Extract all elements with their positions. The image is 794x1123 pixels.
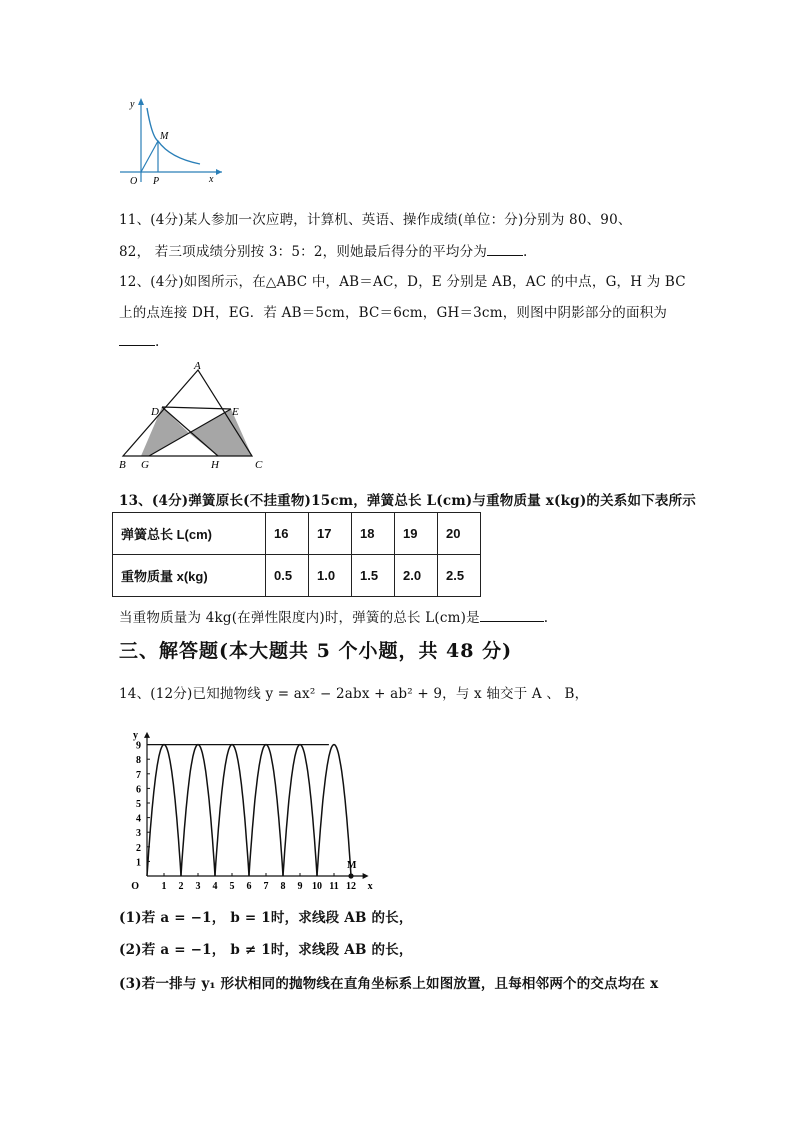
vertex-a-label: A: [194, 360, 201, 372]
x-tick-label: 3: [195, 881, 201, 892]
y-tick-label: 8: [136, 755, 141, 767]
point-d-label: D: [151, 406, 159, 418]
q12-line2: 上的点连接 DH，EG．若 AB＝5cm，BC＝6cm，GH＝3cm，则图中阴影部分的面积为: [119, 305, 668, 321]
point-m: [348, 873, 353, 878]
q11-line2: [119, 240, 528, 260]
q11-period: .: [523, 244, 528, 260]
segment-om: [141, 141, 158, 172]
parabola-curve: [317, 745, 351, 876]
q13-line1: 13、(4分)弹簧原长(不挂重物)15cm，弹簧总长 L(cm)与重物质量 x(kg)的关系如下表所示: [119, 493, 697, 509]
x-tick-label: 11: [329, 881, 339, 892]
table-cell: 1.5: [352, 555, 395, 597]
q13-answer-blank[interactable]: [480, 609, 544, 622]
parabola-chart: [115, 708, 373, 898]
hyperbola-figure: [110, 92, 230, 192]
q13-after-text: 当重物质量为 4kg(在弹性限度内)时，弹簧的总长 L(cm)是: [119, 610, 480, 626]
y-axis-label: y: [130, 99, 135, 110]
q12-answer-blank[interactable]: [119, 333, 155, 346]
x-tick-label: 10: [312, 881, 322, 892]
table-cell: 16: [266, 513, 309, 555]
table-cell: 18: [352, 513, 395, 555]
shaded-region-left: [141, 407, 189, 456]
y-axis-arrow: [138, 98, 144, 105]
table-row: [113, 513, 481, 555]
y-tick-label: 1: [136, 857, 141, 869]
vertex-b-label: B: [119, 459, 126, 471]
q11-text: 82， 若三项成绩分别按 3：5：2，则她最后得分的平均分为: [119, 244, 488, 260]
point-g-label: G: [141, 459, 149, 471]
triangle-figure: [115, 360, 275, 476]
q11-line1: 11、(4分)某人参加一次应聘，计算机、英语、操作成绩(单位：分)分别为 80、90、: [119, 212, 632, 228]
table-row-head: 弹簧总长 L(cm): [113, 513, 266, 555]
x-tick-label: 7: [263, 881, 269, 892]
q14-sub3: (3)若一排与 y₁ 形状相同的抛物线在直角坐标系上如图放置，且每相邻两个的交点均在 x: [119, 976, 659, 992]
y-tick-label: 9: [136, 740, 141, 752]
x-tick-label: 2: [178, 881, 184, 892]
x-tick-label: 1: [161, 881, 167, 892]
parabola-curve: [215, 745, 249, 876]
table-cell: 20: [438, 513, 481, 555]
q14-sub1: (1)若 a = −1， b = 1时，求线段 AB 的长，: [119, 910, 413, 926]
y-tick-label: 2: [136, 842, 141, 854]
table-row: [113, 555, 481, 597]
x-tick-label: 9: [297, 881, 303, 892]
section-title: 三、解答题(本大题共 5 个小题，共 48 分): [119, 640, 513, 662]
point-e-label: E: [232, 406, 239, 418]
point-p-label: P: [153, 176, 160, 187]
table-cell: 0.5: [266, 555, 309, 597]
parabola-curve: [147, 745, 181, 876]
parabola-curve: [181, 745, 215, 876]
x-tick-label: 4: [212, 881, 218, 892]
y-tick-label: 3: [136, 828, 141, 840]
y-tick-label: 4: [136, 813, 141, 825]
q13-period: .: [543, 610, 549, 626]
spring-table: [112, 512, 481, 597]
table-cell: 19: [395, 513, 438, 555]
point-h-label: H: [211, 459, 219, 471]
x-axis-label: x: [209, 174, 214, 185]
vertex-c-label: C: [255, 459, 263, 471]
shaded-region-right: [189, 409, 252, 456]
x-axis-arrow: [216, 169, 222, 175]
table-cell: 17: [309, 513, 352, 555]
x-tick-label: 6: [246, 881, 252, 892]
table-cell: 2.5: [438, 555, 481, 597]
q14-sub2: (2)若 a = −1， b ≠ 1时，求线段 AB 的长，: [119, 942, 413, 958]
point-m-label: M: [160, 131, 169, 142]
q12-line1: 12、(4分)如图所示，在△ABC 中，AB＝AC，D，E 分别是 AB，AC 的中点，G，H 为 BC: [119, 274, 686, 290]
q12-line3: [119, 333, 160, 350]
x-axis-arrow: [363, 873, 369, 879]
x-tick-label: 8: [280, 881, 286, 892]
q11-answer-blank[interactable]: [487, 243, 523, 256]
parabola-curve: [283, 745, 317, 876]
q12-period: .: [155, 334, 160, 350]
y-axis-label: y: [133, 729, 138, 741]
x-tick-label: 12: [346, 881, 356, 892]
y-axis-arrow: [144, 732, 150, 738]
segment-de: [162, 407, 231, 409]
q14-line1: 14、(12分)已知抛物线 y = ax² − 2abx + ab² + 9，与 x 轴交于 A 、 B，: [119, 686, 589, 702]
origin-label: O: [130, 176, 138, 187]
origin-label: O: [131, 881, 139, 892]
point-m-label: M: [347, 860, 357, 871]
table-cell: 2.0: [395, 555, 438, 597]
hyperbola-curve: [147, 108, 200, 164]
y-tick-label: 7: [136, 769, 141, 781]
x-tick-label: 5: [229, 881, 235, 892]
q13-after: [119, 606, 548, 626]
y-tick-label: 6: [136, 784, 141, 796]
x-axis-label: x: [367, 881, 373, 892]
table-row-head: 重物质量 x(kg): [113, 555, 266, 597]
parabola-curve: [249, 745, 283, 876]
y-tick-label: 5: [136, 799, 141, 810]
table-cell: 1.0: [309, 555, 352, 597]
